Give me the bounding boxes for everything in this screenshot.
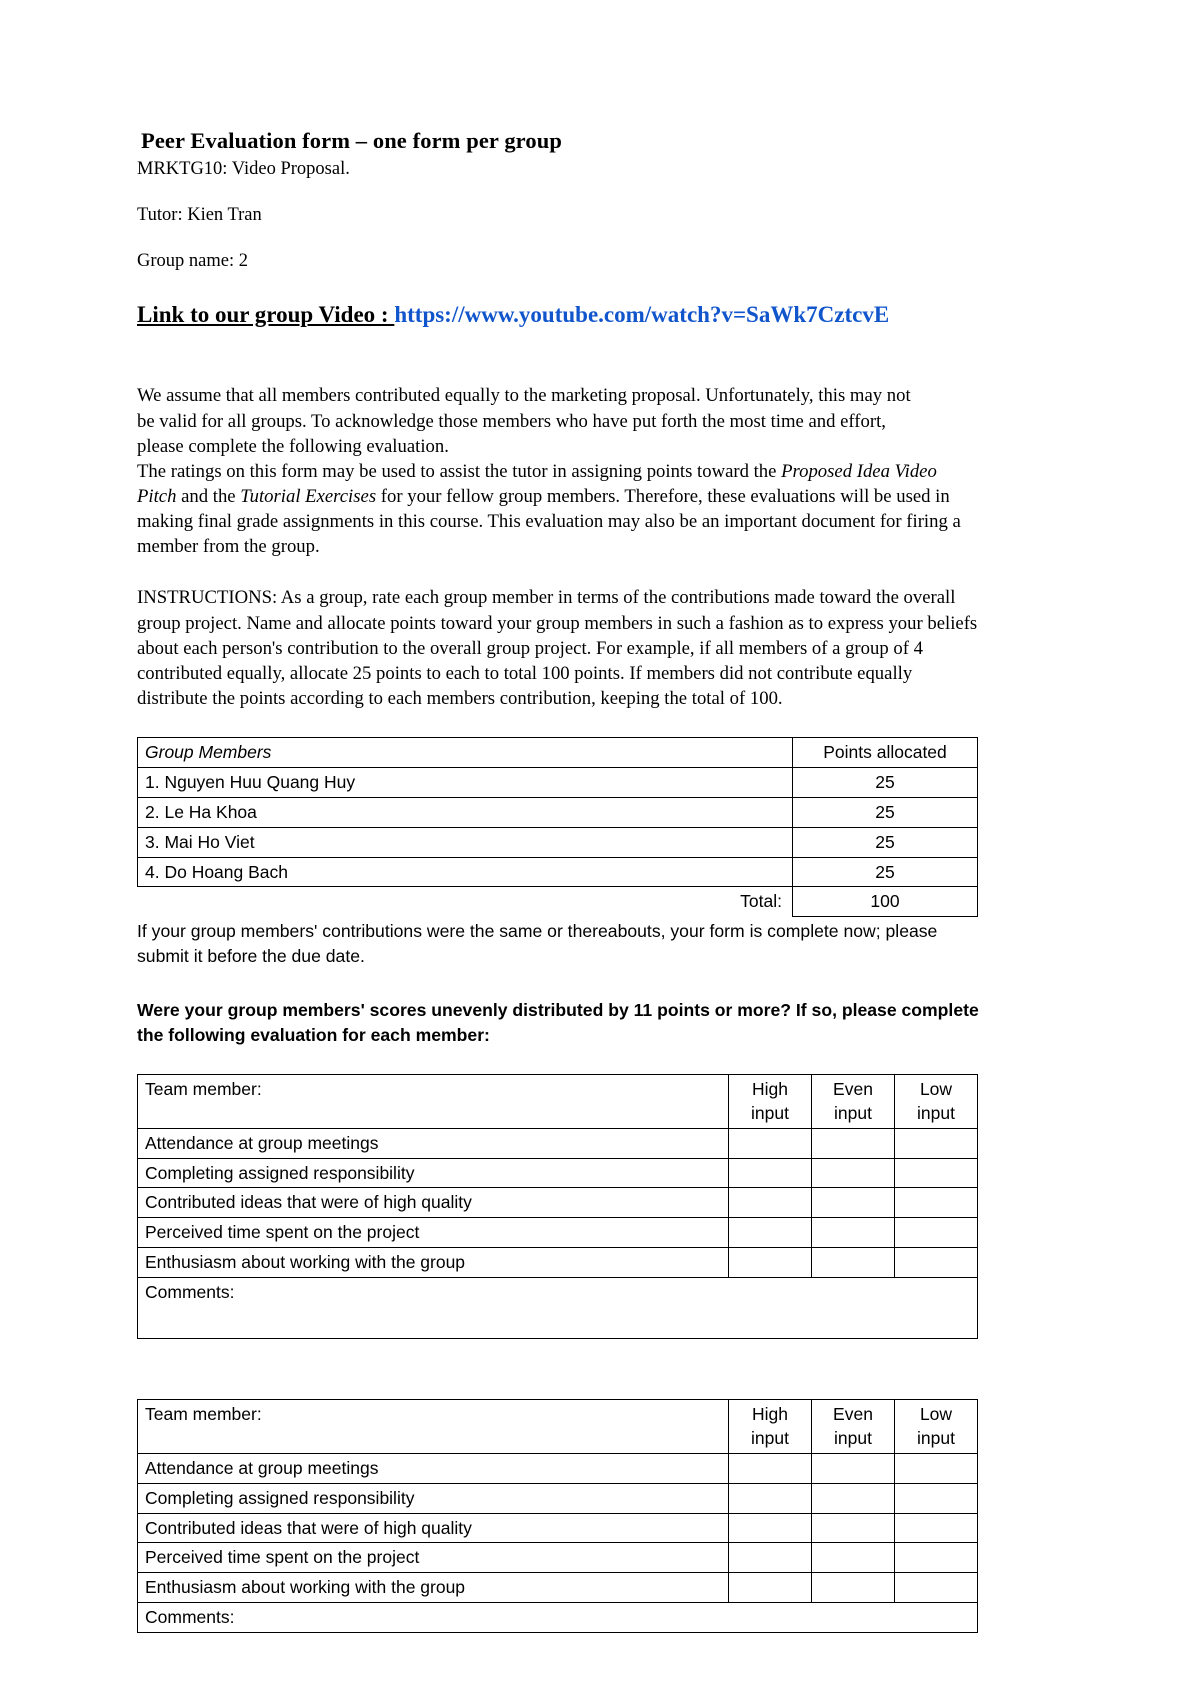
spacer bbox=[137, 227, 978, 249]
spacer bbox=[137, 1339, 978, 1373]
even-label-line1: Even bbox=[833, 1078, 873, 1099]
rating-cell-even[interactable] bbox=[812, 1453, 895, 1483]
video-link-label: Link to our group Video : bbox=[137, 301, 395, 327]
criterion-label: Perceived time spent on the project bbox=[138, 1543, 729, 1573]
table-row bbox=[138, 767, 978, 797]
table-header-row bbox=[138, 1074, 978, 1128]
column-header-low-input bbox=[895, 1399, 978, 1453]
page-title: Peer Evaluation form – one form per group bbox=[141, 128, 562, 153]
column-header-low-input bbox=[895, 1074, 978, 1128]
rating-cell-even[interactable] bbox=[812, 1158, 895, 1188]
rating-cell-even[interactable] bbox=[812, 1218, 895, 1248]
table-comments-row bbox=[138, 1277, 978, 1338]
column-header-points-allocated: Points allocated bbox=[793, 738, 978, 768]
table-row bbox=[138, 857, 978, 887]
table-comments-row bbox=[138, 1603, 978, 1633]
rating-cell-even[interactable] bbox=[812, 1573, 895, 1603]
rating-cell-low[interactable] bbox=[895, 1483, 978, 1513]
rating-cell-high[interactable] bbox=[729, 1158, 812, 1188]
criterion-label: Completing assigned responsibility bbox=[138, 1483, 729, 1513]
intro-line-2: be valid for all groups. To acknowledge those members who have put forth the most time and effort, bbox=[137, 410, 886, 432]
even-label-line1: Even bbox=[833, 1403, 873, 1424]
table-row bbox=[138, 1158, 978, 1188]
rating-cell-high[interactable] bbox=[729, 1543, 812, 1573]
even-label-line2: input bbox=[834, 1428, 872, 1449]
team-member-field[interactable]: Team member: bbox=[138, 1399, 729, 1453]
rating-cell-even[interactable] bbox=[812, 1543, 895, 1573]
member-name: 3. Mai Ho Viet bbox=[138, 827, 793, 857]
rating-cell-high[interactable] bbox=[729, 1248, 812, 1278]
member-name: 1. Nguyen Huu Quang Huy bbox=[138, 767, 793, 797]
rating-cell-high[interactable] bbox=[729, 1513, 812, 1543]
rating-cell-even[interactable] bbox=[812, 1483, 895, 1513]
member-points[interactable]: 25 bbox=[793, 827, 978, 857]
column-header-even-input bbox=[812, 1399, 895, 1453]
rating-cell-low[interactable] bbox=[895, 1573, 978, 1603]
high-label-line2: input bbox=[751, 1428, 789, 1449]
proposed-idea-video-pitch: Proposed Idea Video Pitch bbox=[137, 460, 937, 507]
high-label-line1: High bbox=[752, 1403, 788, 1424]
comments-field[interactable]: Comments: bbox=[138, 1603, 978, 1633]
criterion-label: Contributed ideas that were of high quality bbox=[138, 1513, 729, 1543]
rating-cell-even[interactable] bbox=[812, 1248, 895, 1278]
criterion-label: Enthusiasm about working with the group bbox=[138, 1248, 729, 1278]
rating-cell-low[interactable] bbox=[895, 1188, 978, 1218]
table-header-row bbox=[138, 1399, 978, 1453]
team-member-field[interactable]: Team member: bbox=[138, 1074, 729, 1128]
table-row bbox=[138, 1128, 978, 1158]
rating-cell-high[interactable] bbox=[729, 1188, 812, 1218]
ratings-paragraph bbox=[137, 459, 978, 560]
member-points[interactable]: 25 bbox=[793, 797, 978, 827]
high-label-line2: input bbox=[751, 1103, 789, 1124]
rating-cell-even[interactable] bbox=[812, 1128, 895, 1158]
low-label-line1: Low bbox=[919, 1078, 953, 1099]
table-row bbox=[138, 1483, 978, 1513]
rating-cell-high[interactable] bbox=[729, 1453, 812, 1483]
column-header-high-input bbox=[729, 1074, 812, 1128]
table-row bbox=[138, 1573, 978, 1603]
table-row bbox=[138, 1218, 978, 1248]
table-row bbox=[138, 1513, 978, 1543]
ratings-text-2: and the bbox=[176, 486, 241, 507]
member-name: 2. Le Ha Khoa bbox=[138, 797, 793, 827]
column-header-even-input bbox=[812, 1074, 895, 1128]
group-name-line: Group name: 2 bbox=[137, 250, 248, 271]
member-points[interactable]: 25 bbox=[793, 857, 978, 887]
tutorial-exercises: Tutorial Exercises bbox=[240, 486, 377, 507]
intro-line-3: please complete the following evaluation. bbox=[137, 435, 449, 457]
criterion-label: Contributed ideas that were of high quality bbox=[138, 1188, 729, 1218]
high-label-line1: High bbox=[752, 1078, 788, 1099]
rating-cell-low[interactable] bbox=[895, 1248, 978, 1278]
member-evaluation-table-1 bbox=[137, 1074, 978, 1339]
video-link-url[interactable]: https://www.youtube.com/watch?v=SaWk7CztcvE bbox=[394, 301, 890, 327]
table-row bbox=[138, 1188, 978, 1218]
total-value: 100 bbox=[793, 887, 978, 917]
instructions-paragraph: INSTRUCTIONS: As a group, rate each group member in terms of the contributions made toward the overall group project. Name and allocate points toward your group members in such a fashion as to express your beliefs about each person's contribution to the overall group project. For example, if all members of a group of 4 contributed equally, allocate 25 points to each to total 100 points. If members did not contribute equally distribute the points according to each members contribution, keeping the total of 100. bbox=[137, 587, 978, 709]
low-label-line2: input bbox=[917, 1428, 955, 1449]
intro-line-1: We assume that all members contributed equally to the marketing proposal. Unfortunately, this may not bbox=[137, 385, 911, 407]
ratings-text-3: for your fellow group members. Therefore, these evaluations will be used in making final grade assignments in this course. This evaluation may also be an important document for firing a member from the group. bbox=[137, 486, 961, 558]
member-evaluation-table-2 bbox=[137, 1399, 978, 1633]
rating-cell-low[interactable] bbox=[895, 1128, 978, 1158]
table-row bbox=[138, 1248, 978, 1278]
uneven-distribution-question: Were your group members' scores unevenly distributed by 11 points or more? If so, please complete the following evaluation for each member: bbox=[137, 1000, 979, 1046]
member-name: 4. Do Hoang Bach bbox=[138, 857, 793, 887]
tutor-line: Tutor: Kien Tran bbox=[137, 204, 262, 225]
low-label-line2: input bbox=[917, 1103, 955, 1124]
rating-cell-low[interactable] bbox=[895, 1453, 978, 1483]
rating-cell-high[interactable] bbox=[729, 1483, 812, 1513]
total-label: Total: bbox=[740, 891, 782, 912]
even-label-line2: input bbox=[834, 1103, 872, 1124]
spacer bbox=[137, 181, 978, 203]
table-row bbox=[138, 797, 978, 827]
rating-cell-high[interactable] bbox=[729, 1218, 812, 1248]
column-header-group-members: Group Members bbox=[138, 738, 793, 768]
video-link-line bbox=[137, 301, 978, 330]
points-allocation-table bbox=[137, 737, 978, 917]
completion-note: If your group members' contributions were the same or thereabouts, your form is complete now; please submit it before the due date. bbox=[137, 921, 938, 966]
rating-cell-high[interactable] bbox=[729, 1128, 812, 1158]
criterion-label: Attendance at group meetings bbox=[138, 1128, 729, 1158]
criterion-label: Perceived time spent on the project bbox=[138, 1218, 729, 1248]
rating-cell-low[interactable] bbox=[895, 1513, 978, 1543]
rating-cell-even[interactable] bbox=[812, 1513, 895, 1543]
criterion-label: Attendance at group meetings bbox=[138, 1453, 729, 1483]
criterion-label: Enthusiasm about working with the group bbox=[138, 1573, 729, 1603]
column-header-high-input bbox=[729, 1399, 812, 1453]
table-row bbox=[138, 1543, 978, 1573]
course-line: MRKTG10: Video Proposal. bbox=[137, 158, 350, 179]
table-total-row bbox=[138, 887, 978, 917]
comments-field[interactable]: Comments: bbox=[138, 1277, 978, 1338]
intro-block bbox=[137, 383, 978, 711]
spacer bbox=[137, 559, 978, 585]
rating-cell-low[interactable] bbox=[895, 1158, 978, 1188]
table-row bbox=[138, 1453, 978, 1483]
rating-cell-high[interactable] bbox=[729, 1573, 812, 1603]
rating-cell-low[interactable] bbox=[895, 1543, 978, 1573]
low-label-line1: Low bbox=[919, 1403, 953, 1424]
member-points[interactable]: 25 bbox=[793, 767, 978, 797]
rating-cell-even[interactable] bbox=[812, 1188, 895, 1218]
rating-cell-low[interactable] bbox=[895, 1218, 978, 1248]
ratings-text-1: The ratings on this form may be used to assist the tutor in assigning points toward the bbox=[137, 460, 782, 482]
criterion-label: Completing assigned responsibility bbox=[138, 1158, 729, 1188]
table-row bbox=[138, 827, 978, 857]
table-header-row bbox=[138, 738, 978, 768]
